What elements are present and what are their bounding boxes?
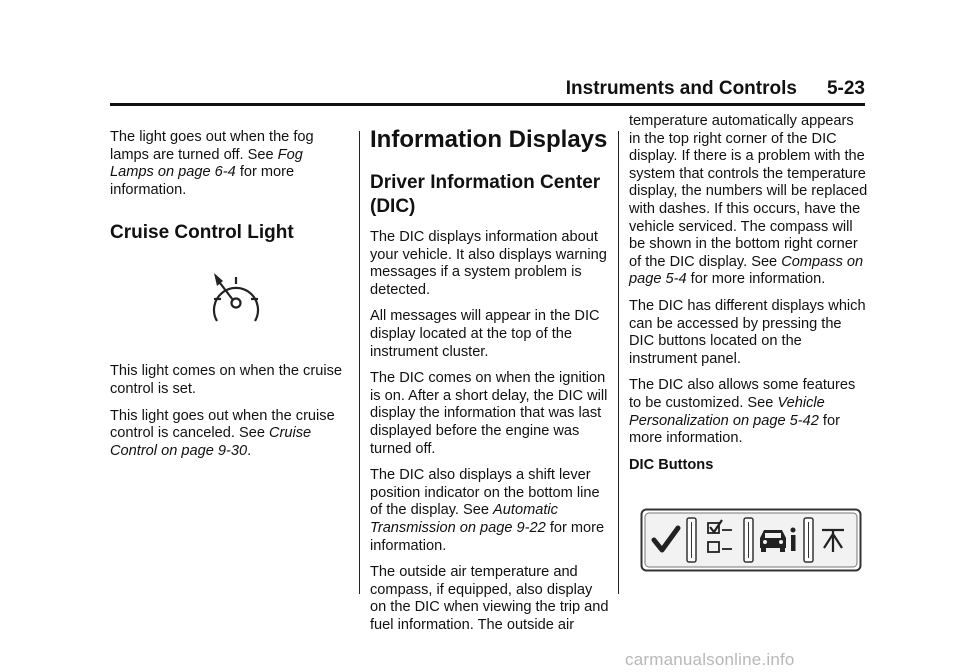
heading-dic: Driver Information Center (DIC) xyxy=(370,172,601,217)
heading-dic-buttons: DIC Buttons xyxy=(629,456,714,473)
link-automatic-transmission[interactable]: Automatic Transmission on page 9-22 xyxy=(370,502,558,536)
text: for more information. xyxy=(370,519,605,554)
paragraph-cruise-on: This light comes on when the cruise control is set. xyxy=(110,363,342,397)
paragraph-dic-4 xyxy=(370,467,610,555)
paragraph-customize xyxy=(629,377,869,447)
paragraph-cruise-off xyxy=(110,408,350,461)
paragraph-dic-1: The DIC displays information about your vehicle. It also displays warning messages if a system problem is detected. xyxy=(370,229,607,298)
dic-buttons-panel xyxy=(640,508,862,572)
button-separator xyxy=(744,518,753,562)
column-3 xyxy=(629,113,869,474)
text: . xyxy=(247,442,252,459)
text: for more information. xyxy=(686,271,826,288)
link-fog-lamps[interactable]: Fog Lamps on page 6-4 xyxy=(110,146,303,181)
watermark: carmanualsonline.info xyxy=(625,650,795,669)
info-icon xyxy=(791,528,796,533)
column-1 xyxy=(110,129,350,469)
button-separator xyxy=(687,518,696,562)
heading-information-displays: Information Displays xyxy=(370,126,608,153)
paragraph-temperature xyxy=(629,113,869,289)
text: The light goes out when the fog lamps are turned off. See xyxy=(110,129,314,163)
column-2 xyxy=(370,126,610,643)
column-divider-1 xyxy=(359,131,360,594)
text: for more information. xyxy=(110,164,295,198)
page-number: 5-23 xyxy=(826,78,865,99)
header-rule xyxy=(110,103,865,106)
cruise-control-speedometer-icon xyxy=(206,271,266,329)
paragraph-dic-3: The DIC comes on when the ignition is on. After a short delay, the DIC will display the information that was last displayed before the engine was turned off. xyxy=(370,370,608,457)
text: for more information. xyxy=(629,412,840,447)
button-separator xyxy=(804,518,813,562)
page-header xyxy=(110,78,865,104)
column-divider-2 xyxy=(618,131,619,594)
text: The DIC also allows some features to be customized. See xyxy=(629,377,856,411)
paragraph-fog-lamps xyxy=(110,129,350,199)
paragraph-dic-2: All messages will appear in the DIC display located at the top of the instrument cluster. xyxy=(370,308,600,360)
text: This light goes out when the cruise control is canceled. See xyxy=(110,407,335,442)
text: The DIC also displays a shift lever position indicator on the bottom line of the display. See xyxy=(370,467,600,519)
link-cruise-control[interactable]: Cruise Control on page 9-30 xyxy=(110,425,312,459)
car-icon xyxy=(760,530,786,548)
paragraph-dic-5: The outside air temperature and compass, if equipped, also display on the DIC when viewing the trip and fuel information. The outside air xyxy=(370,564,609,633)
heading-cruise-control-light: Cruise Control Light xyxy=(110,222,294,244)
paragraph-dic-displays: The DIC has different displays which can be accessed by pressing the DIC buttons located on the instrument panel. xyxy=(629,297,866,367)
link-vehicle-personalization[interactable]: Vehicle Personalization on page 5-42 xyxy=(629,394,825,429)
section-title: Instruments and Controls xyxy=(565,78,797,99)
text: temperature automatically appears in the top right corner of the DIC display. If there is a problem with the system that controls the temperature display, the numbers will be replaced with dashes. If this occurs, have the vehicle serviced. The compass will be shown in the bottom right corner of the DIC display. See xyxy=(629,113,868,270)
link-compass[interactable]: Compass on page 5-4 xyxy=(629,253,864,288)
